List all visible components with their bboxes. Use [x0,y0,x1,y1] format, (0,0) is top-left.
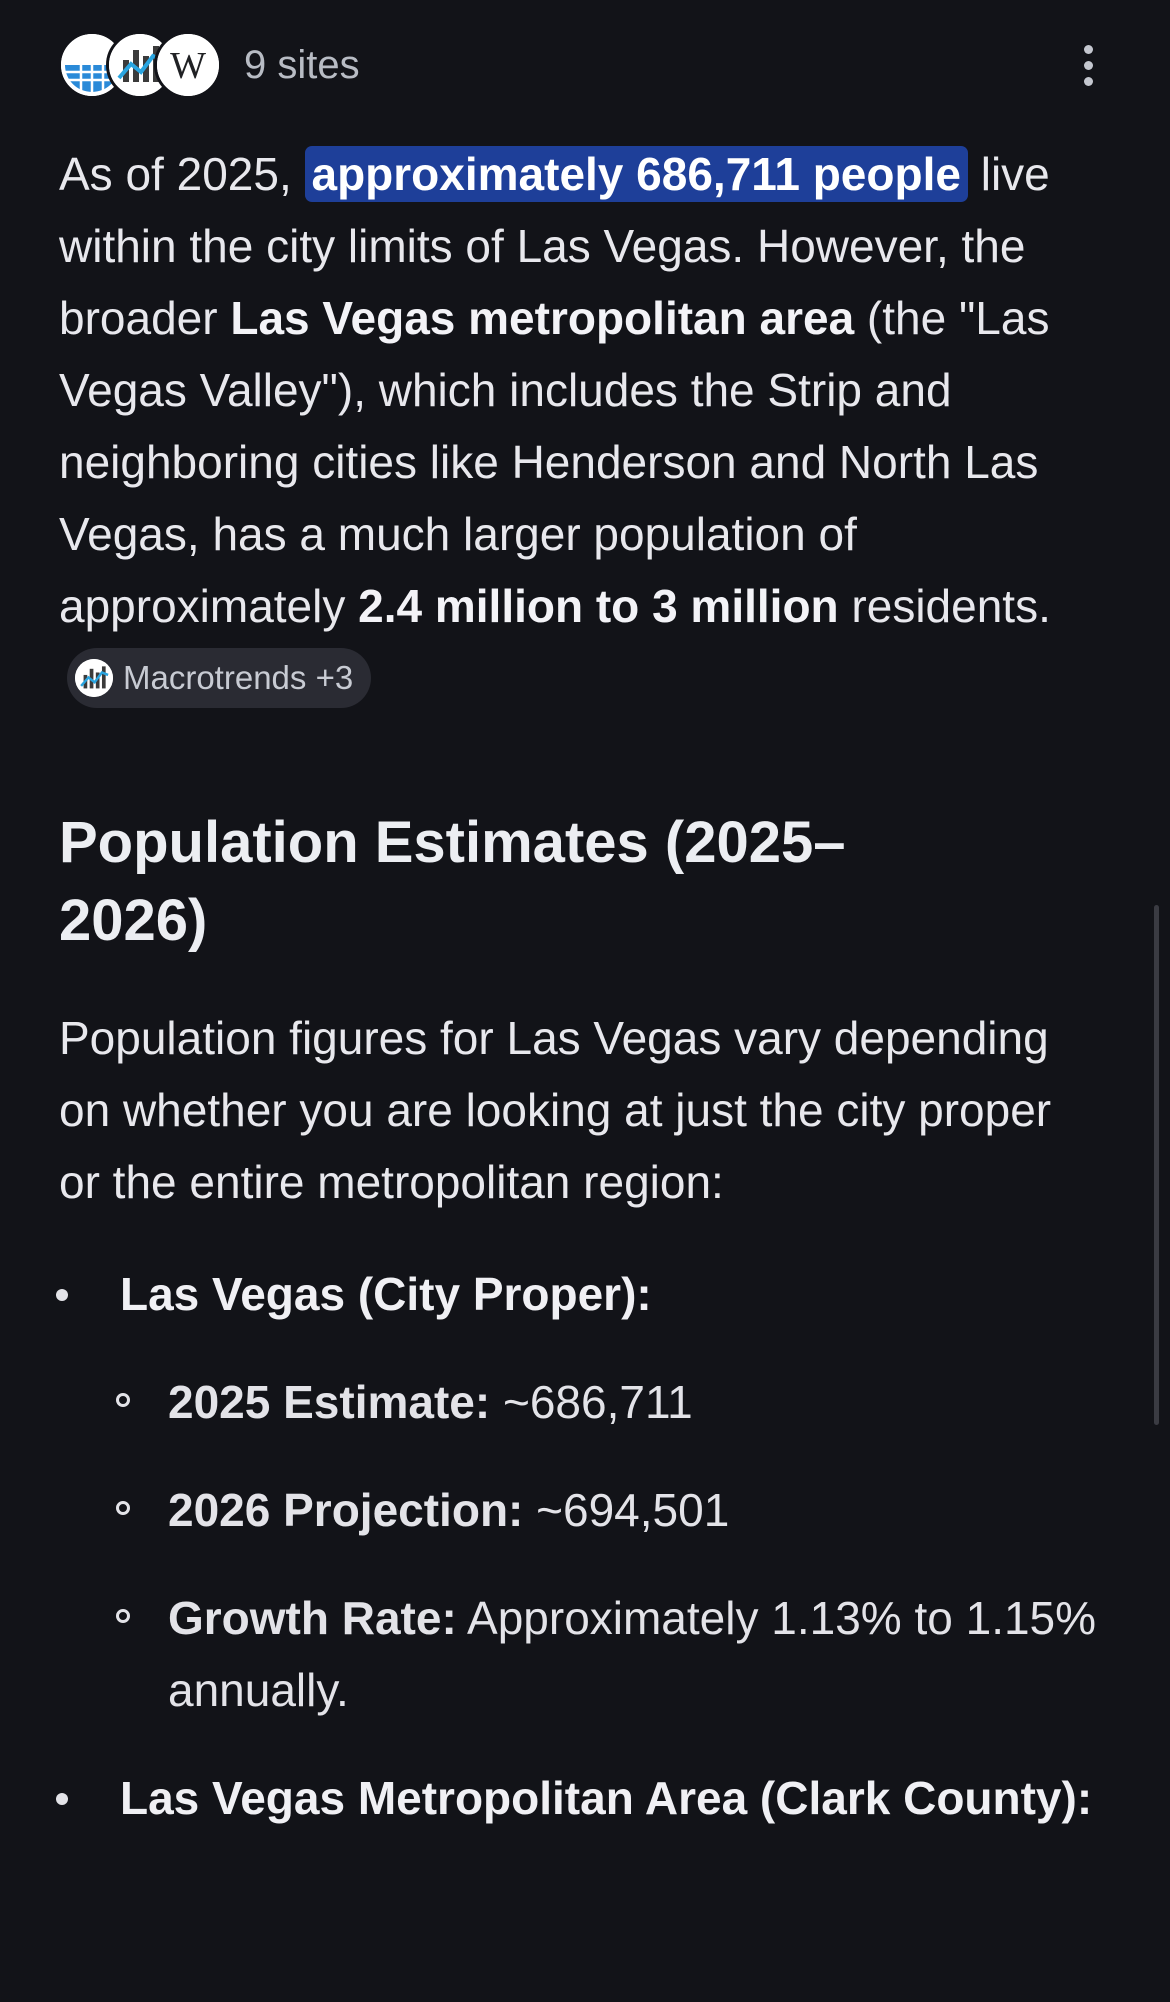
answer-content [59,138,1119,1862]
intro-text: As of 2025, [59,148,305,200]
circle-bullet-icon [116,1501,130,1515]
section-intro: Population figures for Las Vegas vary depending on whether you are looking at just the city proper or the entire metropolitan region: [59,1012,1052,1208]
paragraph-text: live within the city limits of Las Vegas. However, the broader [59,148,1050,344]
sub-item-label: 2026 Projection: [168,1484,524,1536]
sub-item-value: ~694,501 [523,1484,730,1536]
sub-item-value: ~686,711 [490,1376,693,1428]
sub-item-label: Growth Rate: [168,1592,457,1644]
paragraph-text-middle: (the "Las Vegas Valley"), which includes the Strip and neighboring cities like Henderson and North Las Vegas, has a much larger population of approximately [59,292,1050,632]
sub-list-item [120,1582,1119,1726]
sub-list-item [120,1474,1119,1546]
circle-bullet-icon [116,1609,130,1623]
sub-item-label: 2025 Estimate: [168,1376,491,1428]
more-options-icon[interactable] [1068,40,1108,90]
svg-text:W: W [170,45,206,87]
bold-metro-area: Las Vegas metropolitan area [230,292,855,344]
list-item [59,1762,1119,1834]
paragraph-text-end: residents. [838,580,1051,632]
sites-count[interactable]: 9 sites [244,42,360,87]
answer-paragraph [59,138,1119,714]
sub-list [120,1366,1119,1726]
section-heading: Population Estimates (2025–2026) [59,810,846,953]
list-item-title: Las Vegas Metropolitan Area (Clark County): [120,1772,1093,1824]
wikipedia-icon [154,31,222,99]
bullet-icon [56,1289,68,1301]
list-item-title: Las Vegas (City Proper): [120,1268,652,1320]
bullet-icon [56,1793,68,1805]
source-favicons[interactable] [58,31,206,99]
sub-item-value: Approximately 1.13% to 1.15% annually. [168,1592,1097,1716]
list-item [59,1258,1119,1726]
sub-list-item [120,1366,1119,1438]
scrollbar[interactable] [1154,905,1159,1425]
citation-chip[interactable] [67,648,371,708]
bold-population-range: 2.4 million to 3 million [358,580,839,632]
citation-chip-label: Macrotrends +3 [123,659,354,697]
macrotrends-icon [75,659,113,697]
population-list [59,1258,1119,1834]
sources-row[interactable] [58,30,1118,100]
circle-bullet-icon [116,1393,130,1407]
highlighted-text[interactable]: approximately 686,711 people [305,146,968,202]
